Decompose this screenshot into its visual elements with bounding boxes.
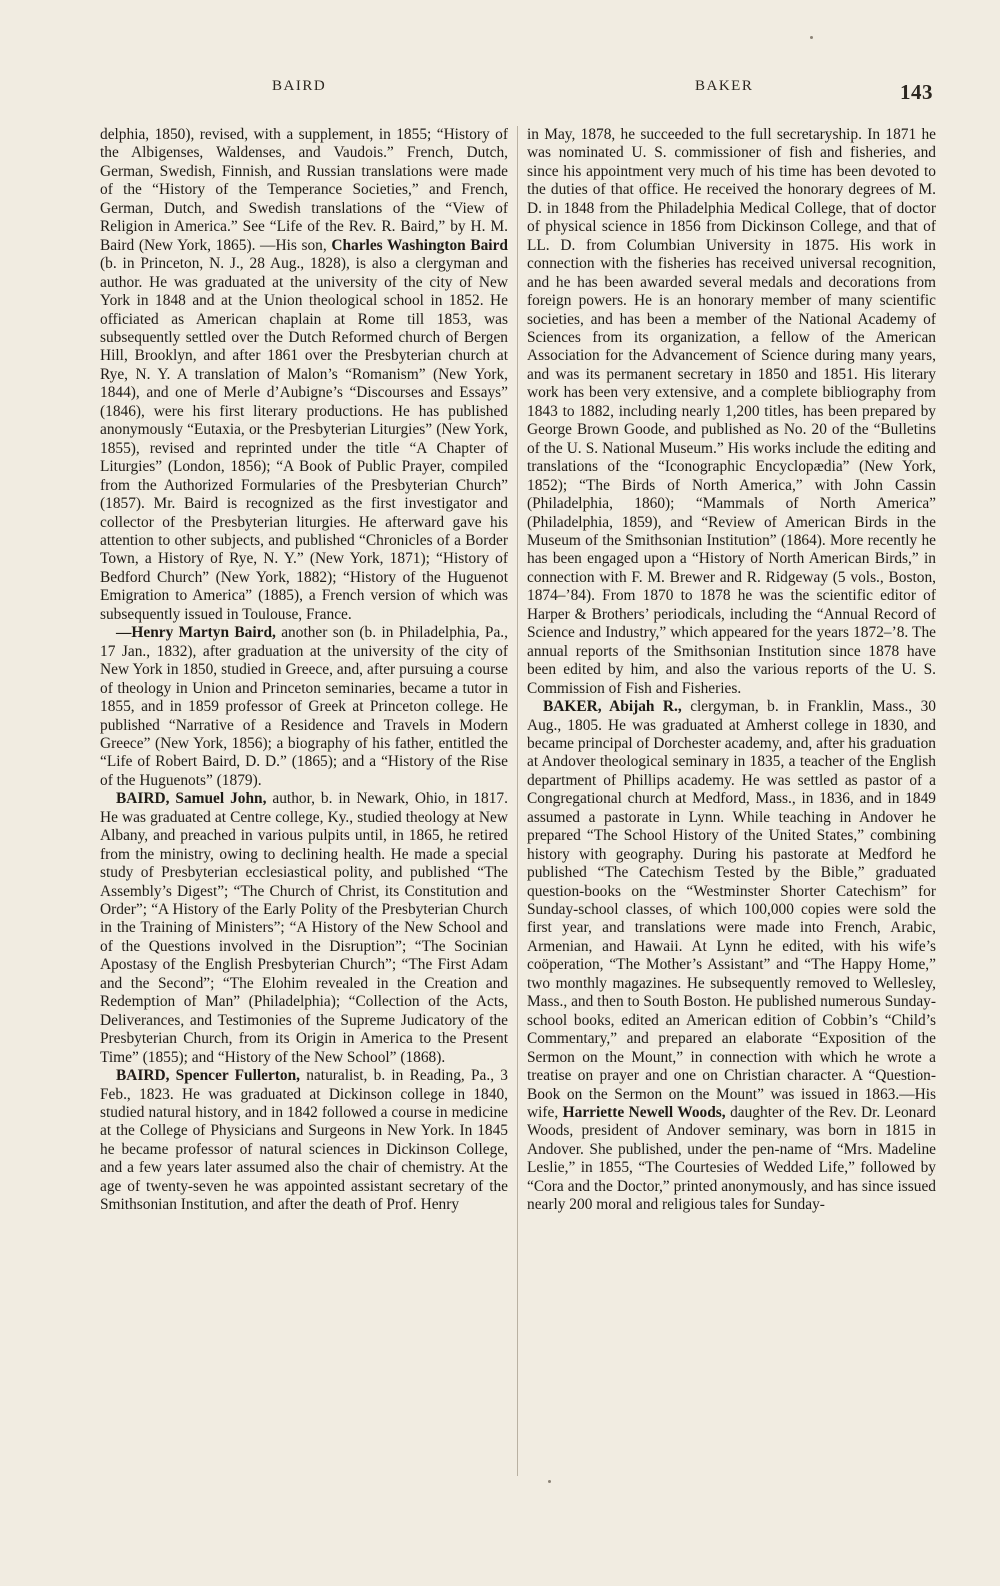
body-text: clergyman, b. in Franklin, Mass., 30 Aug., 1805. He was graduated at Amherst college in 1830, and became principal of Dorchester academy, and, after his graduation at Andover theological seminary in 1835, a teacher of the English department of Phillips academy. He was settled as pastor of a Congregational church at Medford, Mass., in 1836, and in 1849 assumed a pastorate in Lynn. While teaching in Andover he prepared “The School History of the United States,” combining history with geography. During his pastorate at Medford he published “The Catechism Tested by the Bible,” graduated question-books on the “Westminster Shorter Catechism” for Sunday-school classes, of which 100,000 copies were sold the first year, and translations were made into French, Arabic, Armenian, and Hawaii. At Lynn he edited, with his wife’s coöperation, “The Mother’s Assistant” and “The Happy Home,” two monthly magazines. He subsequently removed to Wellesley, Mass., and then to South Boston. He published numerous Sunday-school books, edited an American edition of Cobbin’s “Child’s Commentary,” and prepared an elaborate “Exposition of the Sermon on the Mount,” in connection with which he wrote a treatise on prayer and one on Christian character. A “Question-Book on the Sermon on the Mount” was issued in 1863.—His wife, [527,698,936,1122]
body-text: (b. in Princeton, N. J., 28 Aug., 1828), is also a clergyman and author. He was graduated at the university of the city of New York in 1848 and at the Union theological school in 1852. He officiated as American chaplain at Rome till 1853, was subsequently settled over the Dutch Reformed church of Bergen Hill, Brooklyn, and after 1861 over the Presbyterian church at Rye, N. Y. A translation of Malon’s “Romanism” (New York, 1844), and one of Merle d’Aubigne’s “Discourses and Essays” (1846), were his first literary productions. He has published anonymously “Eutaxia, or the Presbyterian Liturgies” (New York, 1855), revised and reprinted under the title “A Chapter of Liturgies” (London, 1856); “A Book of Public Prayer, compiled from the Authorized Formularies of the Presbyterian Church” (1857). Mr. Baird is recognized as the first investigator and collector of the Presbyterian liturgies. He afterward gave his attention to other subjects, and published “Chronicles of a Border Town, a History of Rye, N. Y.” (New York, 1871); “History of Bedford Church” (New York, 1882); “History of the Huguenot Emigration to America” (1885), a French version of which was subsequently issued in Toulouse, France. [100,255,508,623]
running-head-left: BAIRD [272,78,327,94]
entry-heading: BAIRD, Spencer Fullerton, [116,1067,301,1085]
body-text: naturalist, b. in Reading, Pa., 3 Feb., 1823. He was graduated at Dickinson college in 1840, studied natural history, and in 1842 followed a course in medicine at the College of Physicians and Surgeons in New York. In 1845 he became professor of natural sciences in Dickinson College, and a few years later assumed also the chair of chemistry. At the age of twenty-seven he was appointed assistant secretary of the Smithsonian Institution, and after the death of Prof. Henry [100,1067,508,1214]
column-divider [517,126,518,1476]
entry-heading: BAKER, Abijah R., [543,698,682,716]
text-block [100,126,508,624]
text-block [527,126,936,698]
body-text: author, b. in Newark, Ohio, in 1817. He was graduated at Centre college, Ky., studied theology at New Albany, and preached in various pulpits until, in 1865, he retired from the ministry, owing to declining health. He made a special study of Presbyterian ecclesiastical polity, and published “The Assembly’s Digest”; “The Church of Christ, its Constitution and Order”; “A History of the Early Polity of the Presbyterian Church in the Training of Ministers”; “A History of the New School and of the Questions involved in the Disruption”; “The Socinian Apostasy of the English Presbyterian Church”; “The First Adam and the Second”; “The Elohim revealed in the Creation and Redemption of Man” (Philadelphia); “Collection of the Acts, Deliverances, and Testimonies of the Supreme Judicatory of the Presbyterian Church, from its Origin in America to the Present Time” (1855); and “History of the New School” (1868). [100,790,508,1066]
body-text: daughter of the Rev. Dr. Leonard Woods, president of Andover seminary, was born in 1815 in Andover. She published, under the pen-name of “Mrs. Madeline Leslie,” in 1855, “The Courtesies of Wedded Life,” followed by “Cora and the Doctor,” printed anonymously, and has since issued nearly 200 moral and religious tales for Sunday- [527,1104,936,1214]
entry-paragraph [100,1067,508,1215]
right-column [527,126,936,1566]
body-text: in May, 1878, he succeeded to the full secretaryship. In 1871 he was nominated U. S. commissioner of fish and fisheries, and since his appointment very much of his time has been devoted to the duties of that office. He received the honorary degrees of M. D. in 1848 from the Philadelphia Medical College, that of doctor of physical science in 1856 from Dickinson College, and that of LL. D. from Columbian University in 1875. His work in connection with the fisheries has received universal recognition, and he has been awarded several medals and decorations from foreign powers. He is an honorary member of many scientific societies, and has been a member of the National Academy of Sciences from its organization, a fellow of the American Association for the Advancement of Science during many years, and was its permanent secretary in 1850 and 1851. His literary work has been very extensive, and a complete bibliography from 1843 to 1882, including nearly 1,200 titles, has been prepared by George Brown Goode, and published as No. 20 of the “Bulletins of the U. S. National Museum.” His works include the editing and translations of the “Iconographic Encyclopædia” (New York, 1852); “The Birds of North America,” with John Cassin (Philadelphia, 1860); “Mammals of North America” (Philadelphia, 1859), and “Review of American Birds in the Museum of the Smithsonian Institution” (1864). More recently he has been engaged upon a “History of North American Birds,” in connection with F. M. Brewer and R. Ridgeway (5 vols., Boston, 1874–’84). From 1870 to 1878 he was the scientific editor of Harper & Brothers’ periodicals, including the “Annual Record of Science and Industry,” which appeared for the years 1872–’8. The annual reports of the Smithsonian Institution since 1878 have been edited by him, and also the various reports of the U. S. Commission of Fish and Fisheries. [527,126,936,697]
entry-heading: —Henry Martyn Baird, [116,624,276,642]
running-head-right: BAKER [695,78,754,94]
entry-paragraph [527,698,936,1215]
paper-speck [810,36,813,39]
entry-paragraph [100,790,508,1067]
entry-heading: Harriette Newell Woods, [562,1104,726,1122]
entry-heading: Charles Washington Baird [331,236,508,254]
text-block [100,624,508,790]
running-header [0,78,1000,102]
entry-heading: BAIRD, Samuel John, [116,790,267,808]
left-column [100,126,508,1566]
body-text: delphia, 1850), revised, with a supplement, in 1855; “History of the Albigenses, Waldenses, and Vaudois.” French, Dutch, German, Swedish, Finnish, and Russian translations were made of the “History of the Temperance Societies,” and French, German, Dutch, and Swedish translations of the “View of Religion in America.” See “Life of the Rev. R. Baird,” by H. M. Baird (New York, 1865). —His son, [100,126,508,254]
body-text: another son (b. in Philadelphia, Pa., 17 Jan., 1832), after graduation at the university of the city of New York in 1850, studied in Greece, and, after pursuing a course of theology in Union and Princeton seminaries, became a tutor in 1855, and in 1859 professor of Greek at Princeton college. He published “Narrative of a Residence and Travels in Modern Greece” (New York, 1856); a biography of his father, entitled the “Life of Robert Baird, D. D.” (1865); and a “History of the Rise of the Huguenots” (1879). [100,624,508,789]
paper-speck [548,1480,551,1483]
page-number: 143 [900,80,933,104]
